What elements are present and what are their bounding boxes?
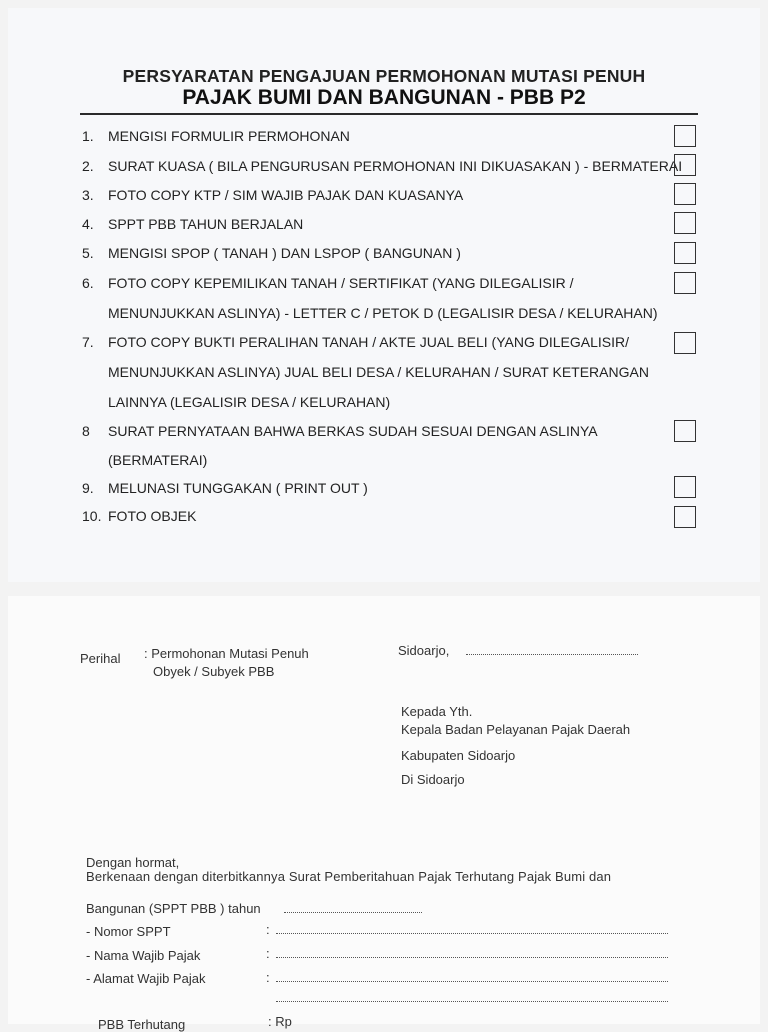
requirement-number: 5. bbox=[82, 245, 94, 261]
nomor-sppt-field[interactable] bbox=[276, 933, 668, 934]
requirement-number: 3. bbox=[82, 187, 94, 203]
recipient-line-1: Kepada Yth. bbox=[401, 704, 473, 719]
requirement-text: SURAT PERNYATAAN BAHWA BERKAS SUDAH SESUAI DENGAN ASLINYA bbox=[108, 423, 598, 439]
field-separator: : bbox=[266, 970, 270, 985]
nama-wajib-pajak-field[interactable] bbox=[276, 957, 668, 958]
requirement-text: SURAT KUASA ( BILA PENGURUSAN PERMOHONAN INI DIKUASAKAN ) - BERMATERAI bbox=[108, 158, 683, 174]
field-separator: : bbox=[266, 922, 270, 937]
requirement-checkbox-3[interactable] bbox=[674, 183, 696, 205]
requirement-number: 10. bbox=[82, 508, 102, 524]
requirement-checkbox-2[interactable] bbox=[674, 154, 696, 176]
requirement-text: MENGISI SPOP ( TANAH ) DAN LSPOP ( BANGUNAN ) bbox=[108, 245, 461, 261]
requirement-checkbox-9[interactable] bbox=[674, 476, 696, 498]
requirement-number: 1. bbox=[82, 128, 94, 144]
requirement-text: FOTO OBJEK bbox=[108, 508, 197, 524]
recipient-line-4: Di Sidoarjo bbox=[401, 772, 465, 787]
alamat-wajib-pajak-field[interactable] bbox=[276, 981, 668, 982]
field-label-nomor-sppt: - Nomor SPPT bbox=[86, 924, 171, 939]
requirement-number: 9. bbox=[82, 480, 94, 496]
field-label-alamat-wajib-pajak: - Alamat Wajib Pajak bbox=[86, 971, 206, 986]
greeting: Dengan hormat, bbox=[86, 855, 180, 870]
title-line-2: PAJAK BUMI DAN BANGUNAN - PBB P2 bbox=[182, 86, 586, 109]
requirement-text: MELUNASI TUNGGAKAN ( PRINT OUT ) bbox=[108, 480, 368, 496]
pbb-terhutang-prefix: : Rp bbox=[268, 1014, 292, 1029]
requirement-number: 7. bbox=[82, 334, 94, 350]
requirement-text: FOTO COPY KEPEMILIKAN TANAH / SERTIFIKAT (YANG DILEGALISIR / bbox=[108, 275, 574, 291]
requirement-number: 2. bbox=[82, 158, 94, 174]
requirement-text: MENUNJUKKAN ASLINYA) JUAL BELI DESA / KELURAHAN / SURAT KETERANGAN bbox=[108, 364, 649, 380]
requirement-text: FOTO COPY KTP / SIM WAJIB PAJAK DAN KUASANYA bbox=[108, 187, 464, 203]
requirement-text: MENUNJUKKAN ASLINYA) - LETTER C / PETOK D (LEGALISIR DESA / KELURAHAN) bbox=[108, 305, 658, 321]
date-field[interactable] bbox=[466, 654, 638, 655]
year-field[interactable] bbox=[284, 912, 422, 913]
body-line-2: Bangunan (SPPT PBB ) tahun bbox=[86, 901, 261, 916]
requirement-number: 6. bbox=[82, 275, 94, 291]
requirement-number: 8 bbox=[82, 423, 90, 439]
recipient-line-2: Kepala Badan Pelayanan Pajak Daerah bbox=[401, 722, 631, 737]
requirement-checkbox-10[interactable] bbox=[674, 506, 696, 528]
place-date-label: Sidoarjo, bbox=[398, 643, 450, 658]
requirement-text: (BERMATERAI) bbox=[108, 452, 208, 468]
field-separator: : bbox=[266, 946, 270, 961]
requirement-number: 4. bbox=[82, 216, 94, 232]
perihal-line-2: Obyek / Subyek PBB bbox=[153, 664, 275, 679]
field-label-pbb-terhutang: PBB Terhutang bbox=[98, 1017, 186, 1032]
perihal-line-1: : Permohonan Mutasi Penuh bbox=[144, 646, 309, 661]
perihal-label: Perihal bbox=[80, 651, 121, 666]
alamat-wajib-pajak-field-line-2[interactable] bbox=[276, 1001, 668, 1002]
title-divider bbox=[80, 113, 698, 115]
recipient-line-3: Kabupaten Sidoarjo bbox=[401, 748, 516, 763]
requirement-checkbox-6[interactable] bbox=[674, 272, 696, 294]
requirement-text: LAINNYA (LEGALISIR DESA / KELURAHAN) bbox=[108, 394, 391, 410]
body-line-1: Berkenaan dengan diterbitkannya Surat Pemberitahuan Pajak Terhutang Pajak Bumi dan bbox=[86, 869, 612, 884]
requirement-checkbox-5[interactable] bbox=[674, 242, 696, 264]
requirement-checkbox-4[interactable] bbox=[674, 212, 696, 234]
requirement-text: SPPT PBB TAHUN BERJALAN bbox=[108, 216, 304, 232]
field-label-nama-wajib-pajak: - Nama Wajib Pajak bbox=[86, 948, 201, 963]
requirement-checkbox-1[interactable] bbox=[674, 125, 696, 147]
requirement-text: FOTO COPY BUKTI PERALIHAN TANAH / AKTE JUAL BELI (YANG DILEGALISIR/ bbox=[108, 334, 629, 350]
requirement-text: MENGISI FORMULIR PERMOHONAN bbox=[108, 128, 350, 144]
title-line-1: PERSYARATAN PENGAJUAN PERMOHONAN MUTASI PENUH bbox=[122, 66, 646, 86]
requirement-checkbox-8[interactable] bbox=[674, 420, 696, 442]
requirement-checkbox-7[interactable] bbox=[674, 332, 696, 354]
